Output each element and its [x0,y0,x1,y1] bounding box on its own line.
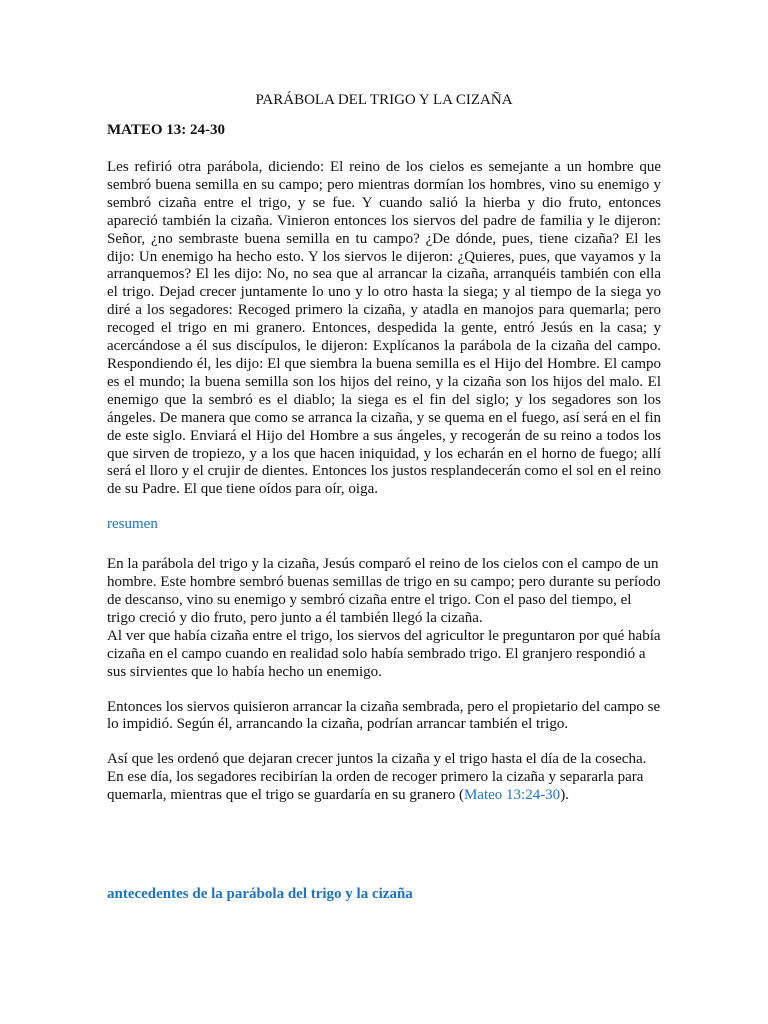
mateo-reference-link[interactable]: Mateo 13:24-30 [463,787,561,804]
summary-paragraph-2: Entonces los siervos quisieron arrancar la cizaña sembrada, pero el propietario del campo se lo impidió. Según él, arrancando la cizaña, podrían arrancar también el trigo. [107,698,661,733]
scripture-paragraph: Les refirió otra parábola, diciendo: El reino de los cielos es semejante a un hombre que sembró buena semilla en su campo; pero mientras dormían los hombres, vino su enemigo y sembró cizaña entre el trigo, y se fue. Y cuando salió la hierba y dio fruto, entonces apareció también la cizaña. Vinieron entonces los siervos del padre de familia y le dijeron: Señor, ¿no sembraste buena semilla en tu campo? ¿De dónde, pues, tiene cizaña? El les dijo: Un enemigo ha hecho esto. Y los siervos le dijeron: ¿Quieres, pues, que vayamos y la arranquemos? El les dijo: No, no sea que al arrancar la cizaña, arranquéis también con ella el trigo. Dejad crecer juntamente lo uno y lo otro hasta la siega; y al tiempo de la siega yo diré a los segadores: Recoged primero la cizaña, y atadla en manojos para quemarla; pero recoged el trigo en mi granero. Entonces, despedida la gente, entró Jesús en la casa; y acercándose a él sus discípulos, le dijeron: Explícanos la parábola de la cizaña del campo. Respondiendo él, les dijo: El que siembra la buena semilla es el Hijo del Hombre. El campo es el mundo; la buena semilla son los hijos del reino, y la cizaña son los hijos del malo. El enemigo que la sembró es el diablo; la siega es el fin del siglo; y los segadores son los ángeles. De manera que como se arranca la cizaña, y se quema en el fuego, así será en el fin de este siglo. Enviará el Hijo del Hombre a sus ángeles, y recogerán de su reino a todos los que sirven de tropiezo, y a los que hacen iniquidad, y los echarán en el horno de fuego; allí será el lloro y el crujir de dientes. Entonces los justos resplandecerán como el sol en el reino de su Padre. El que tiene oídos para oír, oiga. [107,159,661,498]
summary-paragraph-1-part-1: En la parábola del trigo y la cizaña, Jesús comparó el reino de los cielos con el campo de un hombre. Este hombre sembró buenas semillas de trigo en su campo; pero durante su período de descanso, vino su enemigo y sembró cizaña entre el trigo. Con el paso del tiempo, el trigo creció y dio fruto, pero junto a él también llegó la cizaña. [107,556,661,626]
antecedentes-link[interactable]: antecedentes de la parábola del trigo y la cizaña [107,886,413,902]
document-title: PARÁBOLA DEL TRIGO Y LA CIZAÑA [255,92,513,108]
summary-paragraph-3 [107,751,661,805]
summary-paragraph-3-text: Así que les ordenó que dejaran crecer juntos la cizaña y el trigo hasta el día de la cosecha. En ese día, los segadores recibirían la orden de recoger primero la cizaña y separarla para quemarla, mientras que el trigo se guardaría en su granero ( [107,751,647,804]
scripture-reference-heading: MATEO 13: 24-30 [107,122,226,138]
summary-paragraph-1 [107,556,661,681]
summary-paragraph-1-part-2: Al ver que había cizaña entre el trigo, los siervos del agricultor le preguntaron por qué había cizaña en el campo cuando en realidad solo había sembrado trigo. El granjero respondió a sus sirvientes que lo había hecho un enemigo. [107,627,661,680]
summary-paragraph-3-end: ). [560,787,569,804]
resumen-link[interactable]: resumen [107,516,158,533]
